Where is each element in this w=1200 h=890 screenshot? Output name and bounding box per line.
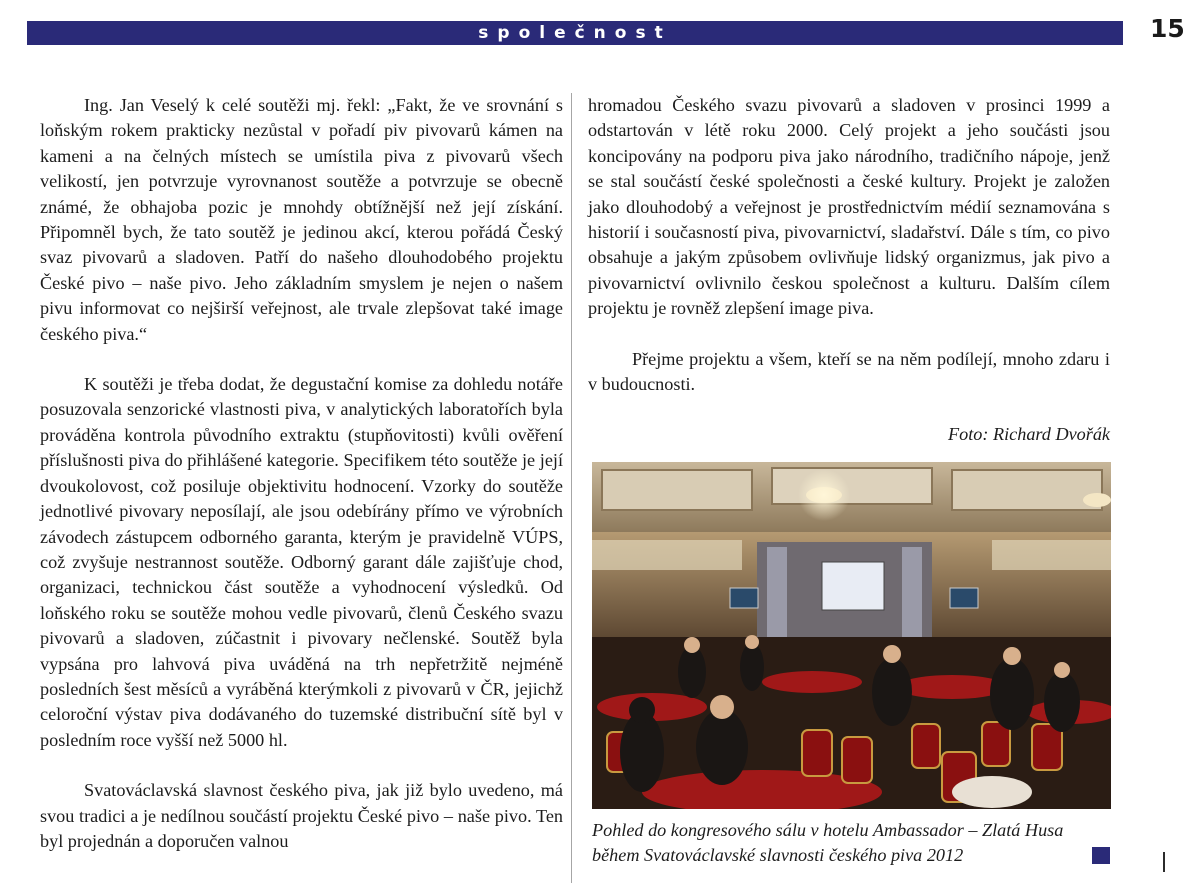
article-end-mark xyxy=(1092,847,1110,864)
page-number: 15 xyxy=(1150,14,1185,43)
photo-caption: Pohled do kongresového sálu v hotelu Ambassador – Zlatá Husa během Svatováclavské slavnosti českého piva 2012 xyxy=(592,820,1064,866)
congress-hall-photo xyxy=(592,462,1111,809)
paragraph-wishes: Přejme projektu a všem, kteří se na něm podílejí, mnoho zdaru i v budoucnosti. xyxy=(588,348,1110,395)
paragraph-competition-details: K soutěži je třeba dodat, že degustační komise za dohledu notáře posuzovala senzorické vlastnosti piva, v analytických laboratořích byla prováděna kontrola původního extraktu (stupňovitosti) kvůli ověření příslušnosti piva do přihlášené kategorie. Specifikem této soutěže je její dvoukolovost, což posiluje objektivitu hodnocení. Vzorky do soutěže jednotlivé pivovary neposílají, ale jsou odebírány přímo ve výrobních závodech zástupcem odborného garanta, kterým je pravidelně VÚPS, což zvyšuje nestrannost soutěže. Odborný garant dále zajišťuje chod, organizaci, technickou část soutěže a vyhodnocení výsledků. Od loňského roku se soutěže mohou vedle pivovarů, členů Českého svazu pivovarů a sladoven, zúčastnit i pivovary nečlenské. Soutěž byla vypsána pro lahvová piva uváděná na trh nepřetržitě nejméně posledních šest měsíců a vyráběná kterýmkoli z pivovarů v ČR, jejichž celoroční výstav piva dodávaného do tuzemské distribuční sítě byl v posledním roce vyšší než 5000 hl. xyxy=(40,374,563,750)
column-divider xyxy=(571,93,572,883)
article-column-right xyxy=(588,93,1110,448)
paragraph-project: hromadou Českého svazu pivovarů a sladoven v prosinci 1999 a odstartován v létě roku 2000. Celý projekt a jeho součásti jsou koncipovány na podporu piva jako národního, tradičního nápoje, jenž se stal součástí české společnosti a české kultury. Projekt je založen jako dlouhodobý a veřejnost je prostřednictvím médií seznamována s historií i současností piva, pivovarnictví, sladařství. Dále s tím, co pivo obsahuje a jakým způsobem ovlivňuje lidský organizmus, jak pivo a pivovarnictví ovlivnilo českou společnost a kulturu. Dalším cílem projektu je rovněž zlepšení image piva. xyxy=(588,95,1110,319)
section-header-bar xyxy=(27,21,1123,45)
paragraph-celebration: Svatováclavská slavnost českého piva, jak již bylo uvedeno, má svou tradici a je nedílnou součástí projektu České pivo – naše pivo. Ten byl projednán a doporučen valnou xyxy=(40,780,563,851)
congress-hall-illustration xyxy=(592,462,1111,809)
page-edge-mark xyxy=(1163,852,1165,872)
paragraph-quote: Ing. Jan Veselý k celé soutěži mj. řekl: „Fakt, že ve srovnání s loňským rokem prakticky nezůstal v pořadí piv pivovarů kámen na kameni a na čelných místech se umístila piva z pivovarů všech velikostí, jen potvrzuje vyrovnanost soutěže a potvrzuje se obecně známé, že obhajoba pozic je mnohdy obtížnější než její získání. Připomněl bych, že tato soutěž je jedinou akcí, kterou pořádá Český svaz pivovarů a sladoven. Patří do našeho dlouhodobého projektu České pivo – naše pivo. Jeho základním smyslem je nejen o našem pivu informovat co nejširší veřejnost, ale trvale zlepšovat také image českého piva.“ xyxy=(40,95,563,344)
section-title: společnost xyxy=(478,23,672,43)
article-column-left xyxy=(40,93,563,854)
photo-credit: Foto: Richard Dvořák xyxy=(948,424,1110,445)
